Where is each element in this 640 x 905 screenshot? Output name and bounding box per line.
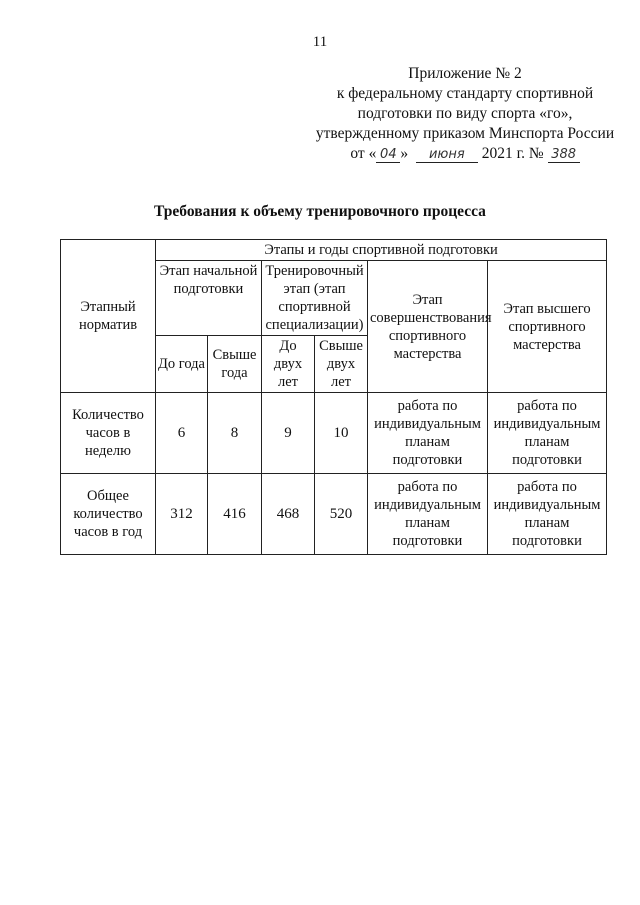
appendix-line-2: к федеральному стандарту спортивной [336, 85, 594, 102]
cell-value: 6 [156, 393, 208, 474]
date-mid: » [400, 145, 409, 162]
date-prefix: от « [350, 145, 377, 162]
table-header-row [61, 240, 607, 261]
cell-higher: работа по индивидуальным планам подготовки [488, 393, 607, 474]
cell-higher: работа по индивидуальным планам подготовки [488, 474, 607, 555]
header-improvement-stage: Этап совершенствования спортивного мастерства [368, 261, 488, 393]
appendix-block [300, 64, 630, 164]
header-normative: Этапный норматив [61, 240, 156, 393]
header-over-year: Свыше года [208, 336, 262, 393]
header-training-stage: Тренировочный этап (этап спортивной специализации) [262, 261, 368, 336]
handwritten-day: 04 [376, 148, 400, 163]
cell-value: 468 [262, 474, 315, 555]
table-row [61, 393, 607, 474]
cell-value: 8 [208, 393, 262, 474]
cell-improvement: работа по индивидуальным планам подготовки [368, 393, 488, 474]
header-initial-stage: Этап начальной подготовки [156, 261, 262, 336]
header-up-to-two-years: До двух лет [262, 336, 315, 393]
cell-value: 520 [315, 474, 368, 555]
appendix-line-4: утвержденному приказом Минспорта России [315, 125, 615, 142]
handwritten-order-number: 388 [548, 148, 580, 163]
appendix-title: Приложение № 2 [408, 65, 522, 82]
row-label-hours-year: Общее количество часов в год [61, 474, 156, 555]
header-up-to-year: До года [156, 336, 208, 393]
page-number: 11 [312, 34, 328, 50]
header-stages-group: Этапы и годы спортивной подготовки [156, 240, 607, 261]
row-label-hours-week: Количество часов в неделю [61, 393, 156, 474]
header-over-two-years: Свыше двух лет [315, 336, 368, 393]
cell-value: 10 [315, 393, 368, 474]
header-higher-stage: Этап высшего спортивного мастерства [488, 261, 607, 393]
document-title: Требования к объему тренировочного процесса [154, 203, 486, 220]
training-volume-table [60, 239, 607, 555]
year-text: 2021 г. № [481, 145, 544, 162]
handwritten-month: июня [416, 148, 478, 163]
cell-value: 312 [156, 474, 208, 555]
cell-improvement: работа по индивидуальным планам подготовки [368, 474, 488, 555]
cell-value: 416 [208, 474, 262, 555]
appendix-line-3: подготовки по виду спорта «го», [357, 105, 573, 122]
cell-value: 9 [262, 393, 315, 474]
order-date-line [300, 144, 630, 164]
table-row [61, 474, 607, 555]
